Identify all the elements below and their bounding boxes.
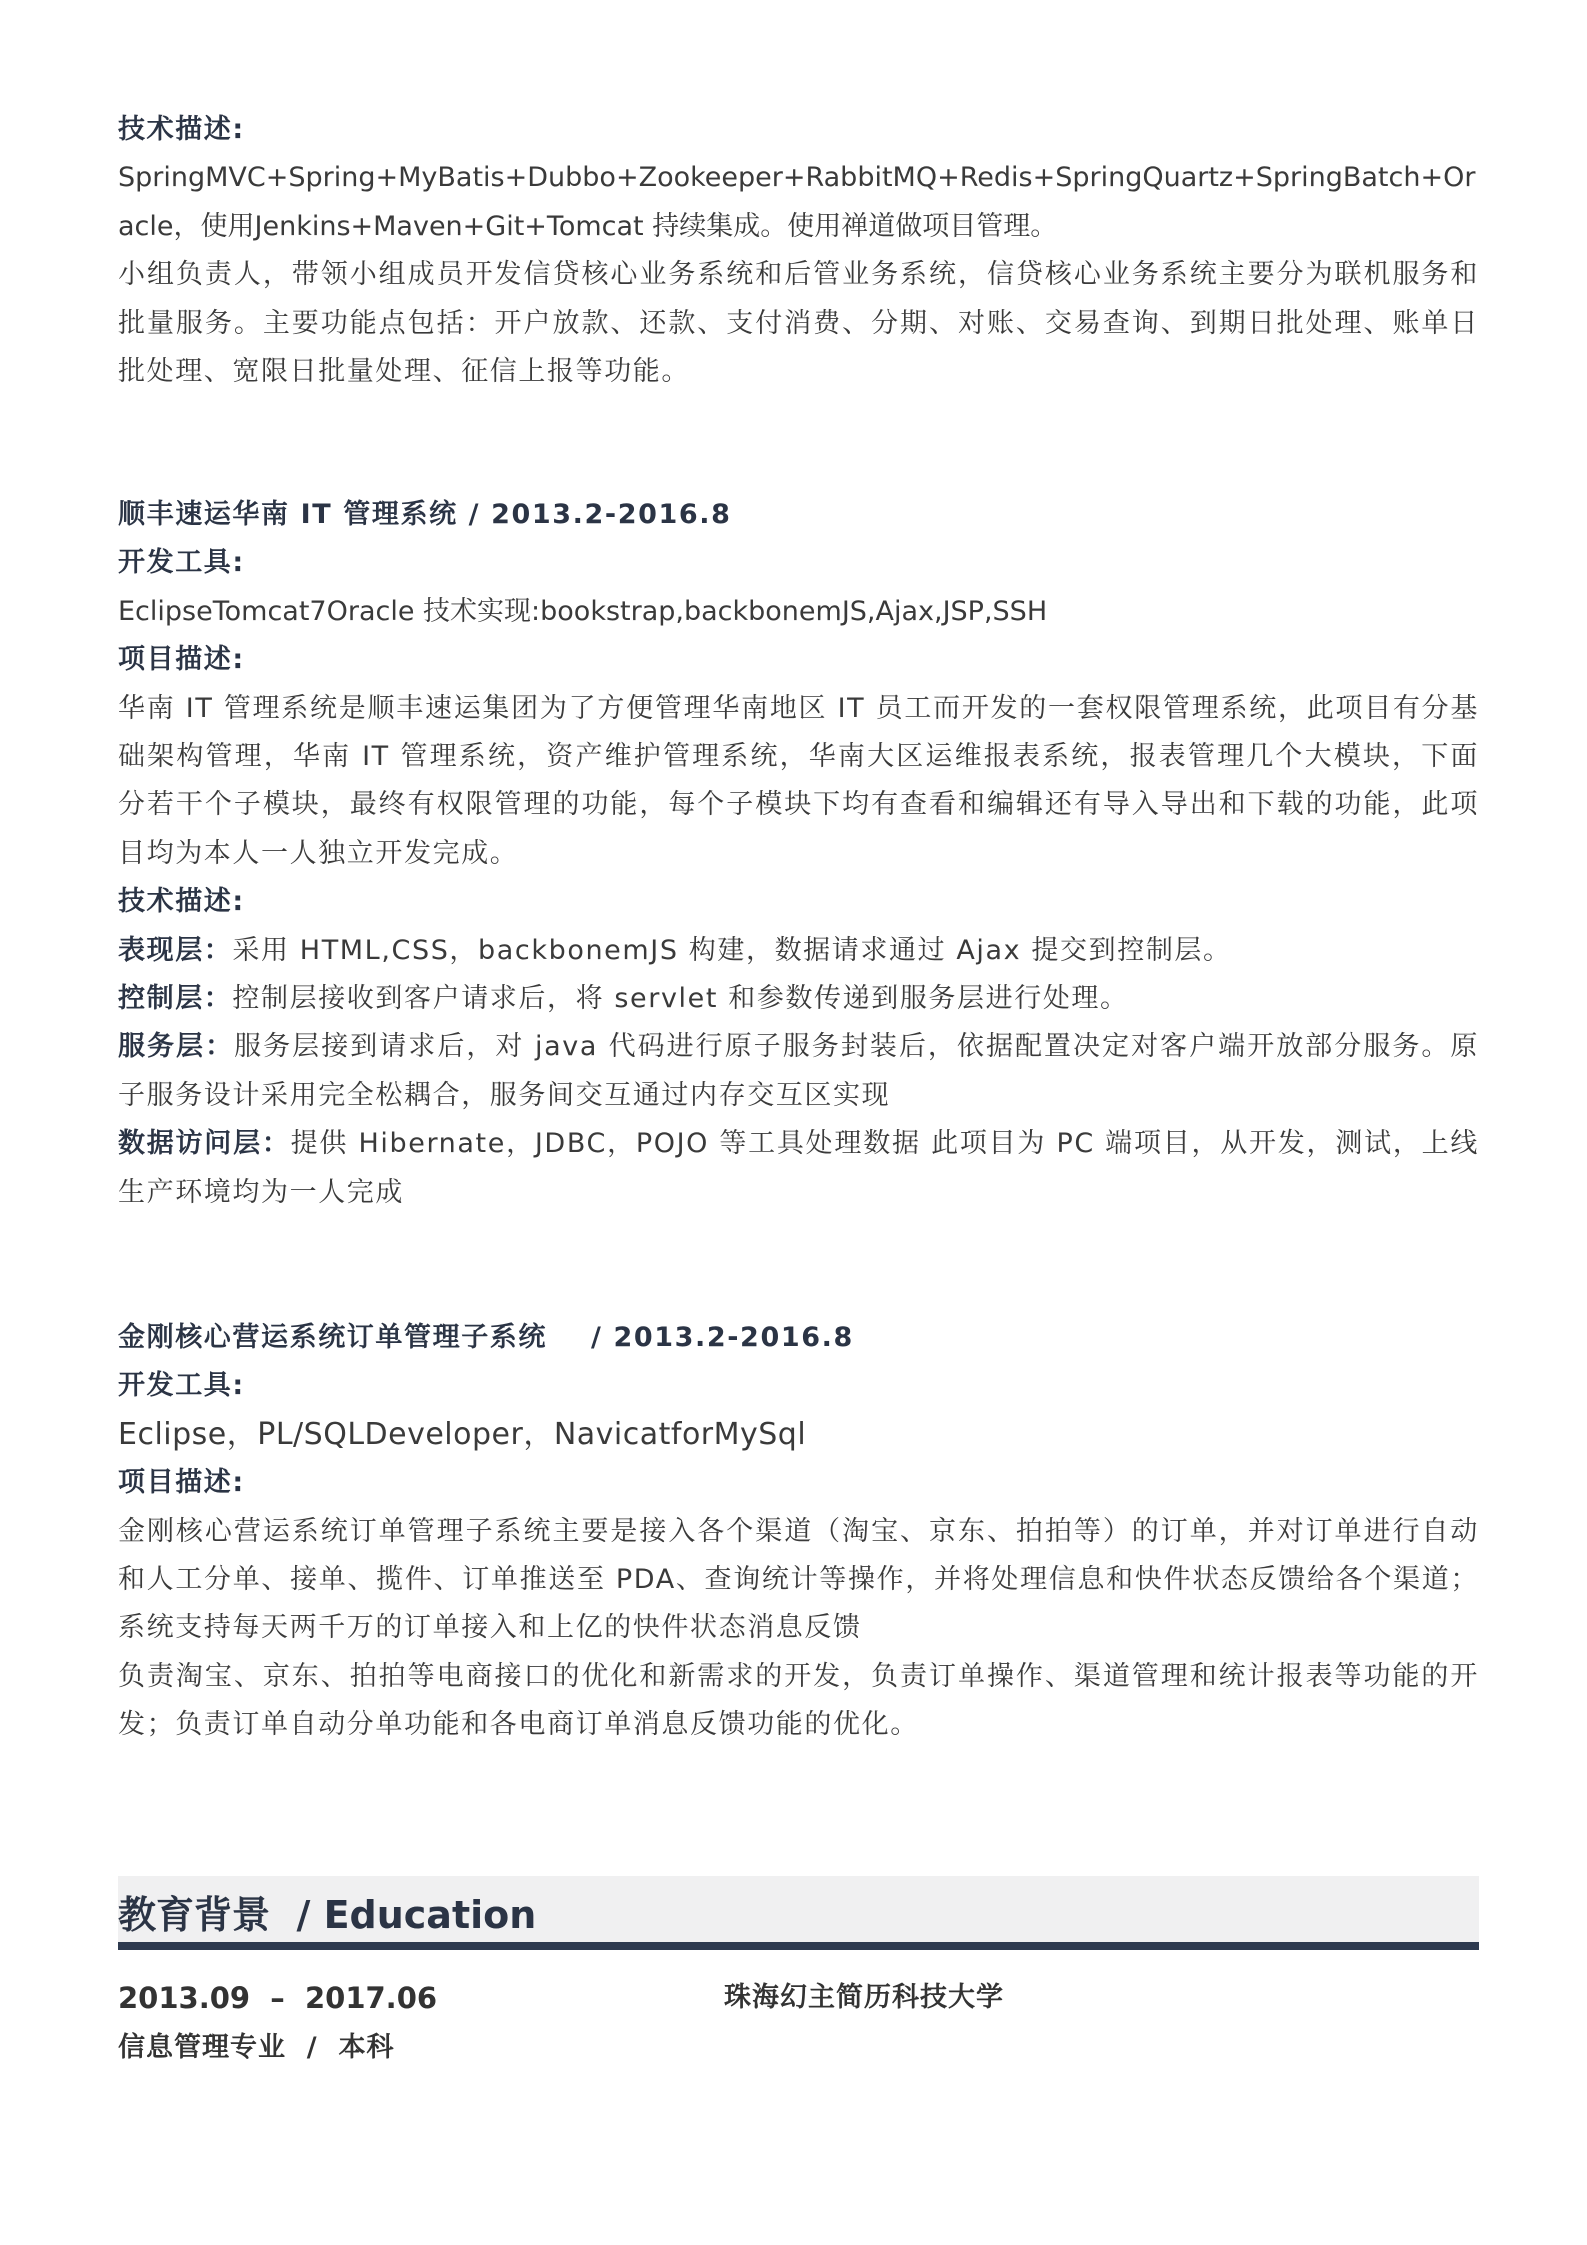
project3	[118, 1314, 1479, 1750]
education-school: 珠海幻主简历科技大学	[724, 1982, 1004, 2013]
layer-data-access	[118, 1120, 1479, 1217]
layer-label: 数据访问层：	[118, 1128, 291, 1160]
project1-tech	[118, 106, 1479, 396]
education-period: 2013.09 – 2017.06	[118, 1981, 438, 2015]
layer-service	[118, 1023, 1479, 1120]
tools-text: Eclipse，PL/SQLDeveloper，NavicatforMySql	[118, 1416, 807, 1452]
desc-paragraph: 负责淘宝、京东、拍拍等电商接口的优化和新需求的开发，负责订单操作、渠道管理和统计报表等功能的开发；负责订单自动分单功能和各电商订单消息反馈功能的优化。	[118, 1660, 1479, 1741]
tech-label: 技术描述:	[118, 114, 245, 145]
layer-text: 采用 HTML,CSS，backbonemJS 构建，数据请求通过 Ajax 提交到控制层。	[232, 934, 1232, 966]
education-major: 信息管理专业 / 本科	[118, 2032, 395, 2063]
desc-paragraph: 金刚核心营运系统订单管理子系统主要是接入各个渠道（淘宝、京东、拍拍等）的订单，并对订单进行自动和人工分单、接单、揽件、订单推送至 PDA、查询统计等操作，并将处理信息和快件状态反馈给各个渠道；系统支持每天两千万的订单接入和上亿的快件状态消息反馈	[118, 1515, 1479, 1644]
desc-label: 项目描述:	[118, 1467, 245, 1499]
layer-label: 控制层：	[118, 983, 233, 1015]
tech-label: 技术描述:	[118, 886, 245, 918]
education-heading: 教育背景 / Education	[118, 1893, 537, 1937]
layer-label: 表现层：	[118, 934, 233, 966]
desc-label: 项目描述:	[118, 644, 245, 676]
layer-text: 提供 Hibernate，JDBC，POJO 等工具处理数据 此项目为 PC 端项目，从开发，测试，上线生产环境均为一人完成	[118, 1128, 1479, 1208]
layer-control	[118, 975, 1479, 1023]
layer-text: 服务层接到请求后，对 java 代码进行原子服务封装后，依据配置决定对客户端开放部分服务。原子服务设计采用完全松耦合，服务间交互通过内存交互区实现	[118, 1031, 1479, 1111]
project-title: 金刚核心营运系统订单管理子系统 / 2013.2-2016.8	[118, 1322, 854, 1353]
project2	[118, 491, 1479, 1217]
tools-label: 开发工具:	[118, 547, 245, 579]
layer-presentation	[118, 927, 1479, 975]
project-title: 顺丰速运华南 IT 管理系统 / 2013.2-2016.8	[118, 499, 732, 530]
layer-label: 服务层：	[118, 1031, 235, 1063]
tech-paragraph: 小组负责人，带领小组成员开发信贷核心业务系统和后管业务系统，信贷核心业务系统主要分为联机服务和批量服务。主要功能点包括：开户放款、还款、支付消费、分期、对账、交易查询、到期日批处理、账单日批处理、宽限日批量处理、征信上报等功能。	[118, 259, 1479, 388]
education-header-divider	[118, 1942, 1479, 1950]
layer-text: 控制层接收到客户请求后，将 servlet 和参数传递到服务层进行处理。	[232, 983, 1129, 1015]
tools-text: EclipseTomcat7Oracle 技术实现:bookstrap,backbonemJS,Ajax,JSP,SSH	[118, 595, 1048, 627]
tools-label: 开发工具:	[118, 1370, 245, 1402]
tech-paragraph: SpringMVC+Spring+MyBatis+Dubbo+Zookeeper+RabbitMQ+Redis+SpringQuartz+SpringBatch+Oracle，使用Jenkins+Maven+Git+Tomcat 持续集成。使用禅道做项目管理。	[118, 162, 1476, 242]
desc-paragraph: 华南 IT 管理系统是顺丰速运集团为了方便管理华南地区 IT 员工而开发的一套权限管理系统，此项目有分基础架构管理，华南 IT 管理系统，资产维护管理系统，华南大区运维报表系统，报表管理几个大模块，下面分若干个子模块，最终有权限管理的功能，每个子模块下均有查看和编辑还有导入导出和下载的功能，此项目均为本人一人独立开发完成。	[118, 692, 1479, 869]
